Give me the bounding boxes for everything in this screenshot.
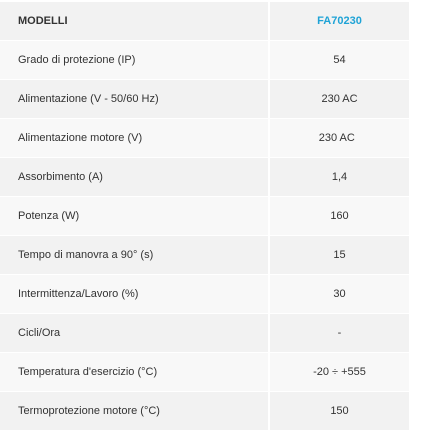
row-label: Cicli/Ora	[0, 314, 269, 353]
row-value: -20 ÷ +555	[269, 353, 409, 392]
row-value: 54	[269, 41, 409, 80]
row-value: 30	[269, 275, 409, 314]
table-row	[0, 275, 409, 314]
table-row	[0, 158, 409, 197]
table-row	[0, 41, 409, 80]
row-value: -	[269, 314, 409, 353]
row-value: 160	[269, 197, 409, 236]
row-value: 230 AC	[269, 80, 409, 119]
table-row	[0, 353, 409, 392]
row-label: Assorbimento (A)	[0, 158, 269, 197]
table-row	[0, 119, 409, 158]
row-label: Termoprotezione motore (°C)	[0, 392, 269, 431]
row-label: Temperatura d'esercizio (°C)	[0, 353, 269, 392]
header-label: MODELLI	[0, 2, 269, 41]
table-row	[0, 392, 409, 431]
row-label: Tempo di manovra a 90° (s)	[0, 236, 269, 275]
row-label: Grado di protezione (IP)	[0, 41, 269, 80]
table-header-row	[0, 2, 409, 41]
row-value: 150	[269, 392, 409, 431]
table-row	[0, 80, 409, 119]
row-value: 15	[269, 236, 409, 275]
table-row	[0, 314, 409, 353]
row-label: Intermittenza/Lavoro (%)	[0, 275, 269, 314]
table-row	[0, 236, 409, 275]
row-value: 1,4	[269, 158, 409, 197]
row-label: Potenza (W)	[0, 197, 269, 236]
table-row	[0, 197, 409, 236]
header-model: FA70230	[269, 2, 409, 41]
row-label: Alimentazione (V - 50/60 Hz)	[0, 80, 269, 119]
spec-table	[0, 2, 409, 431]
row-value: 230 AC	[269, 119, 409, 158]
right-gutter	[409, 0, 447, 448]
row-label: Alimentazione motore (V)	[0, 119, 269, 158]
